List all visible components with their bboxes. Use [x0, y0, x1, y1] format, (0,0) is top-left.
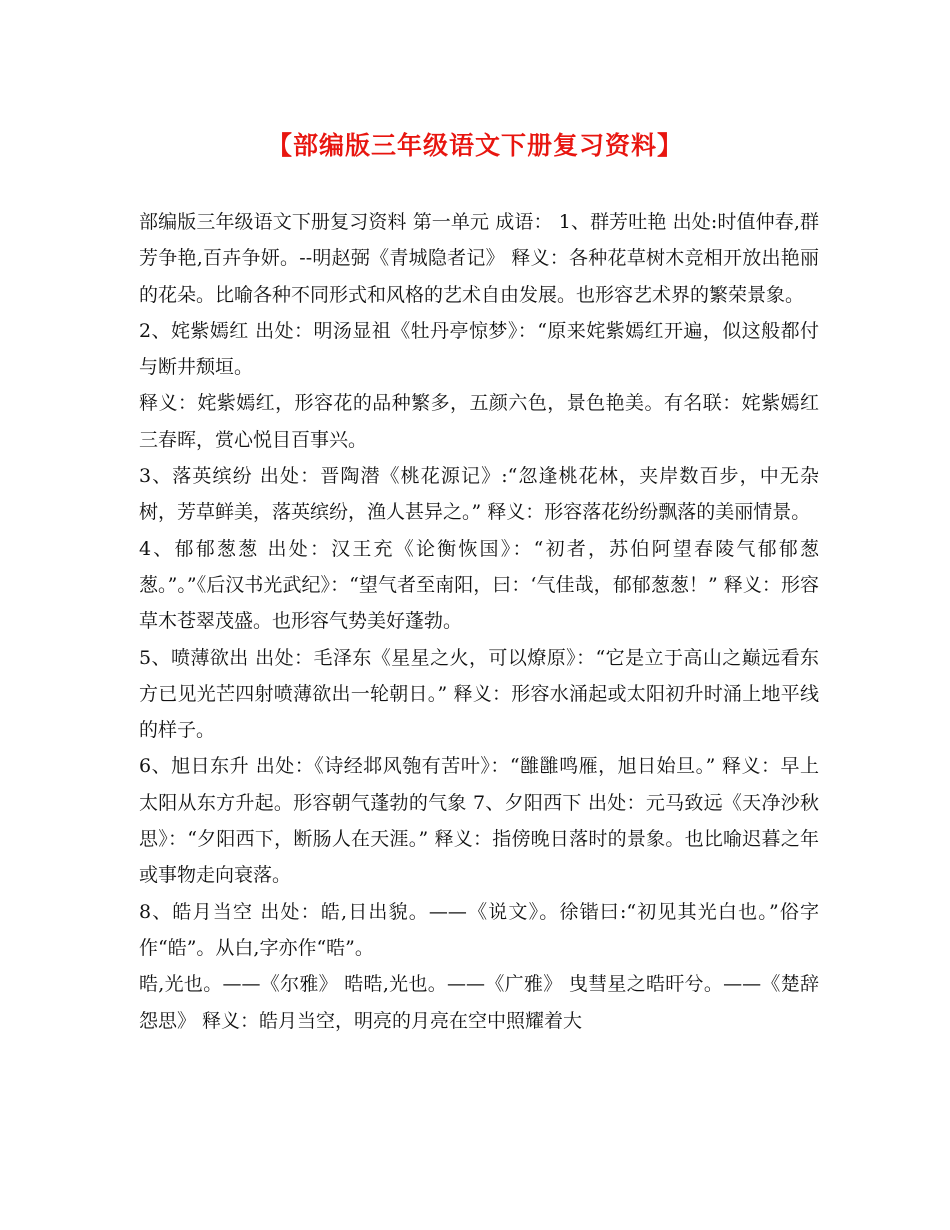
idiom-6-7-paragraph: 6、旭日东升 出处：《诗经邶风匏有苦叶》：“雝雝鸣雁，旭日始旦。” 释义：早上太阳从东方升起。形容朝气蓬勃的气象 7、夕阳西下 出处：元马致远《天净沙秋思》：“夕阳西下，断肠人在天涯。” 释义：指傍晚日落时的景象。也比喻迟暮之年或事物走向衰落。	[139, 755, 819, 887]
idiom-5-paragraph: 5、喷薄欲出 出处：毛泽东《星星之火，可以燎原》：“它是立于高山之巅远看东方已见光芒四射喷薄欲出一轮朝日。” 释义：形容水涌起或太阳初升时涌上地平线的样子。	[139, 646, 819, 742]
idiom-8-paragraph: 8、皓月当空 出处：皓,日出貌。——《说文》。徐锴曰:“初见其光白也。”俗字作“皓”。从白,字亦作“晧”。	[139, 900, 819, 959]
idiom-4-paragraph: 4、郁郁葱葱 出处：汉王充《论衡恢国》：“初者，苏伯阿望春陵气郁郁葱葱。”。”《后汉书光武纪》：“望气者至南阳，曰：‘气佳哉，郁郁葱葱！” 释义：形容草木苍翠茂盛。也形容气势美好蓬勃。	[139, 537, 819, 633]
idiom-2-meaning-paragraph: 释义：姹紫嫣红，形容花的品种繁多，五颜六色，景色艳美。有名联：姹紫嫣红三春晖，赏心悦目百事兴。	[139, 392, 819, 451]
document-title: 【部编版三年级语文下册复习资料】	[266, 131, 683, 160]
intro-paragraph: 部编版三年级语文下册复习资料 第一单元 成语： 1、群芳吐艳 出处:时值仲春,群芳争艳,百卉争妍。--明赵弼《青城隐者记》 释义：各种花草树木竞相开放出艳丽的花朵。比喻各种不同形式和风格的艺术自由发展。也形容艺术界的繁荣景象。	[139, 211, 819, 306]
idiom-2-paragraph: 2、姹紫嫣红 出处：明汤显祖《牡丹亭惊梦》：“原来姹紫嫣红开遍，似这般都付与断井颓垣。	[139, 319, 819, 379]
idiom-3-paragraph: 3、落英缤纷 出处：晋陶潜《桃花源记》:“忽逢桃花林，夹岸数百步，中无杂树，芳草鲜美，落英缤纷，渔人甚异之。” 释义：形容落花纷纷飘落的美丽情景。	[139, 465, 819, 524]
document-body	[139, 204, 819, 1039]
idiom-8-continued-paragraph: 晧,光也。——《尔雅》 晧晧,光也。——《广雅》 曳彗星之晧旰兮。——《楚辞怨思》 释义：皓月当空，明亮的月亮在空中照耀着大	[139, 973, 819, 1032]
